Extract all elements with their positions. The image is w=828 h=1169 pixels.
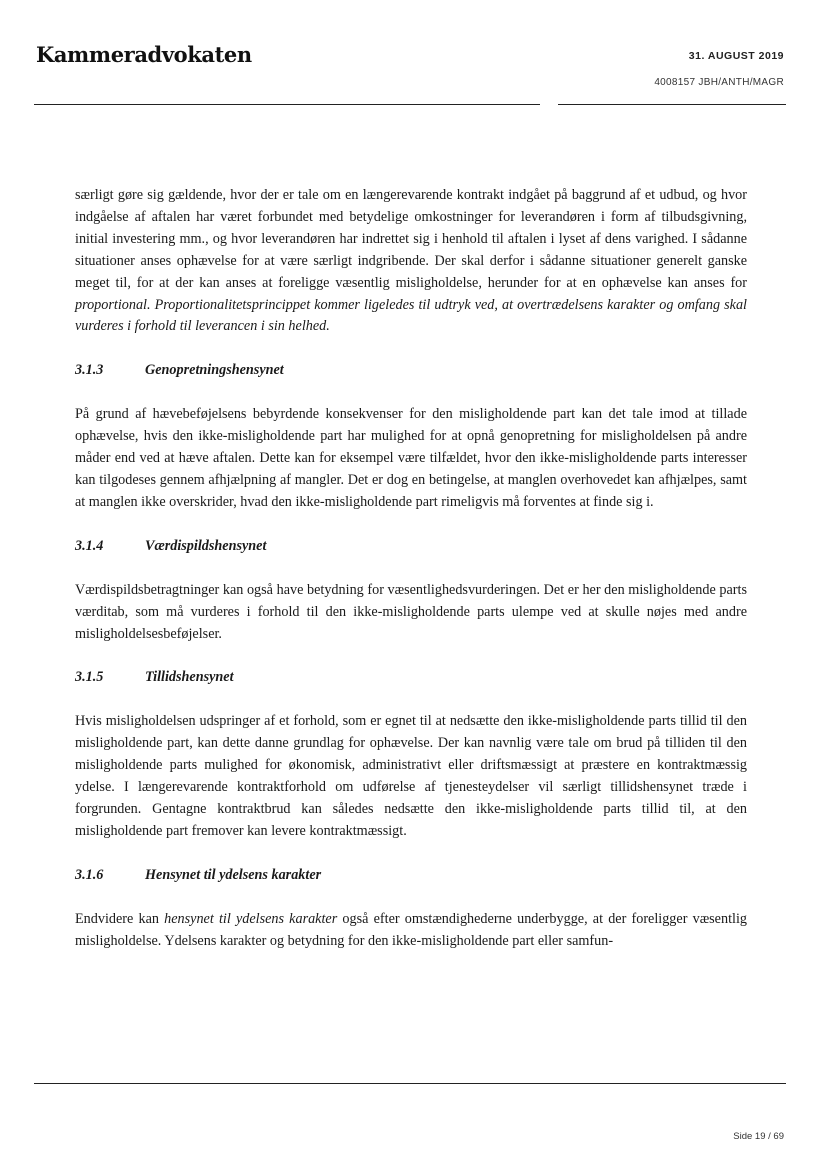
- section-paragraph: Værdispildsbetragtninger kan også have betydning for væsentlighedsvurderingen. Det er her den misligholdende parts værditab, som må vurderes i forhold til den ikke-misligholdende parts ulempe ved at skulle nøjes med andre misligholdelsesbeføjelser.: [75, 581, 747, 642]
- section-text: også efter omstændighederne underbygge, at der foreligger væsentlig misligholdelse. Ydelsens karakter og betydning for den ikke-misligholdende part eller samfun-: [75, 910, 747, 949]
- section-paragraph: Hvis misligholdelsen udspringer af et forhold, som er egnet til at nedsætte den ikke-misligholdende parts tillid til den misligholdende part, kan dette danne grundlag for ophævelse. Der kan navnlig være tale om brud på tilliden til den misligholdende parts mulighed for økonomisk, administrativt eller driftsmæssigt at præstere en kontraktmæssig ydelse. I længerevarende kontraktforhold om udførelse af tjenesteydelser vil særligt tillidshensynet træde i forgrunden. Gentagne kontraktbrud kan således nedsætte den ikke-misligholdende parts tillid til, at den misligholdende part fremover kan levere kontraktmæssigt.: [75, 713, 747, 839]
- logo: Kammeradvokaten: [36, 42, 252, 67]
- header-rule-left: [34, 104, 540, 105]
- footer-rule: [34, 1083, 786, 1084]
- section-number: 3.1.3: [75, 362, 104, 379]
- intro-emphasis: proportional. Proportionalitetsprincippet kommer ligeledes til udtryk ved, at overtrædelsens karakter og omfang skal vurderes i forhold til leverancen i sin helhed.: [75, 296, 747, 335]
- section-text: Endvidere kan: [75, 910, 165, 927]
- section-number: 3.1.6: [75, 866, 104, 883]
- section-emphasis: hensynet til ydelsens karakter: [164, 910, 338, 927]
- header-date: 31. AUGUST 2019: [688, 50, 784, 62]
- section-title: Genopretningshensynet: [145, 362, 284, 379]
- intro-paragraph: [75, 185, 747, 338]
- header-reference: 4008157 JBH/ANTH/MAGR: [654, 77, 784, 88]
- section-heading: [75, 667, 747, 689]
- section-paragraph: [75, 909, 747, 953]
- section-heading: [75, 536, 747, 558]
- document-body: [75, 185, 747, 952]
- section-paragraph: På grund af hævebeføjelsens bebyrdende konsekvenser for den misligholdende part kan det tale imod at tillade ophævelse, hvis den ikke-misligholdende part har mulighed for at opnå genopretning for misligholdelsen på andre måder end ved at hæve aftalen. Dette kan for eksempel være tilfældet, hvor den ikke-misligholdende parts interesser kan tilgodeses gennem afhjælpning af mangler. Det er dog en betingelse, at manglen overhovedet kan afhjælpes, samt at manglen ikke overskrider, hvad den ikke-misligholdende part rimeligvis må forventes at finde sig i.: [75, 406, 747, 510]
- intro-text: særligt gøre sig gældende, hvor der er tale om en længerevarende kontrakt indgået på baggrund af et udbud, og hvor indgåelse af aftalen har været forbundet med betydelige omkostninger for leverandøren i form af tilbudsgivning, initial investering mm., og hvor leverandøren har indrettet sig i henhold til aftalen i lyset af dens varighed. I sådanne situationer anses ophævelse for at være særligt indgribende. Der skal derfor i sådanne situationer generelt ganske meget til, for at der kan anses at foreligge væsentlig misligholdelse, herunder for at en ophævelse kan anses for: [75, 187, 747, 291]
- section-number: 3.1.4: [75, 537, 104, 554]
- page-number: Side 19 / 69: [733, 1131, 784, 1142]
- header-rule-right: [558, 104, 786, 105]
- section-title: Værdispildshensynet: [145, 537, 267, 554]
- section-title: Tillidshensynet: [145, 669, 234, 686]
- section-title: Hensynet til ydelsens karakter: [145, 866, 322, 883]
- section-heading: [75, 865, 747, 887]
- section-number: 3.1.5: [75, 669, 104, 686]
- section-heading: [75, 360, 747, 382]
